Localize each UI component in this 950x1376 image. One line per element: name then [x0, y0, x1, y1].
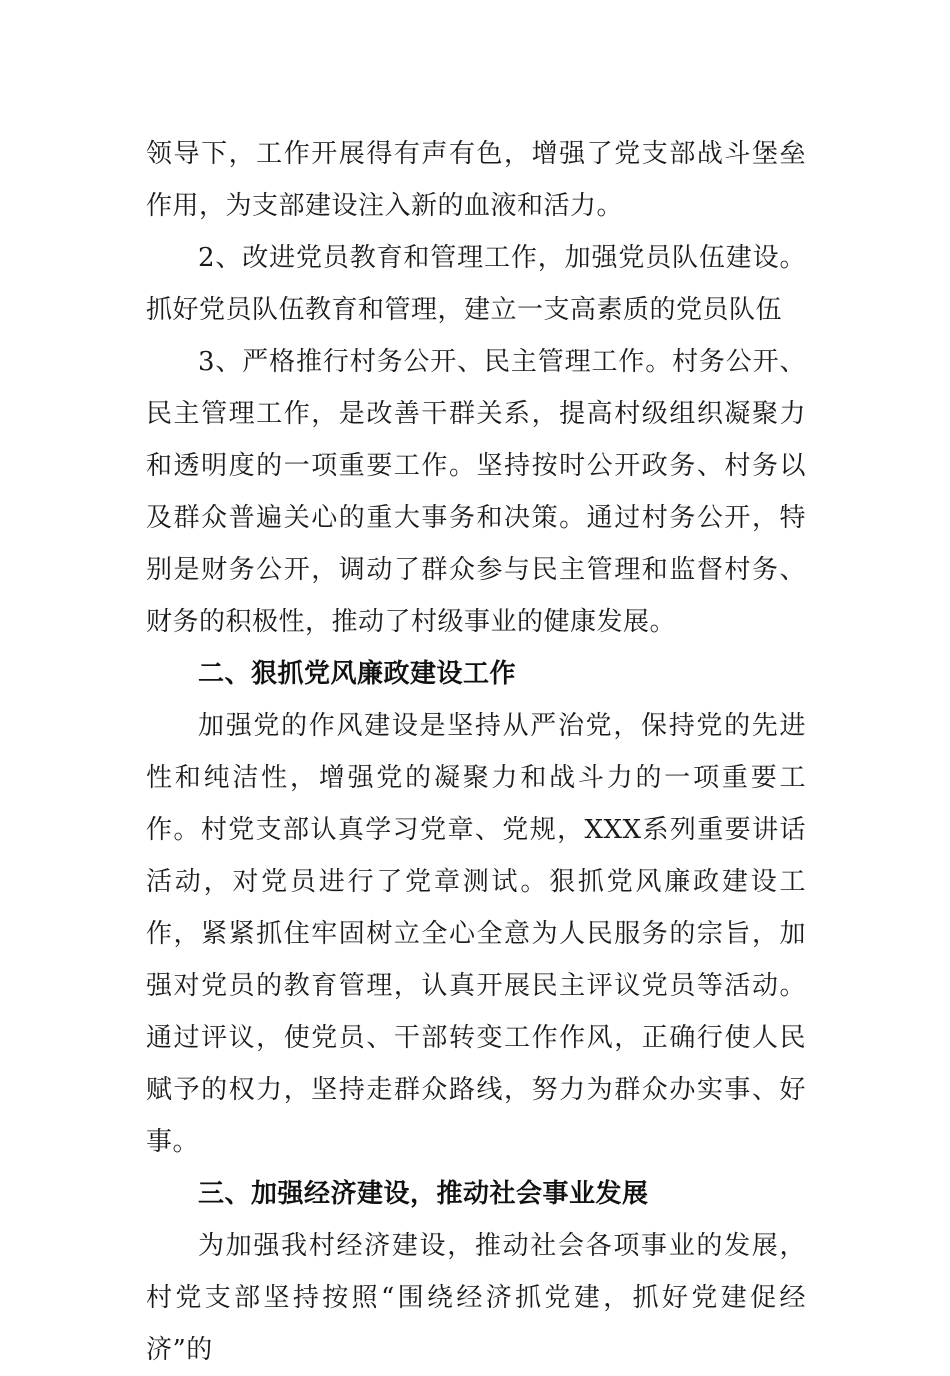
- paragraph-item-2: 2、改进党员教育和管理工作，加强党员队伍建设。抓好党员队伍教育和管理，建立一支高素质的党员队伍: [146, 243, 806, 325]
- section-heading-3: 三、加强经济建设，推动社会事业发展: [198, 1179, 649, 1209]
- section-heading-2: 二、狠抓党风廉政建设工作: [198, 659, 517, 689]
- paragraph-section-3-body: 为加强我村经济建设，推动社会各项事业的发展，村党支部坚持按照“围绕经济抓党建，抓好党建促经济”的: [146, 1231, 806, 1365]
- paragraph-continuation: 领导下，工作开展得有声有色，增强了党支部战斗堡垒作用，为支部建设注入新的血液和活力。: [146, 139, 806, 221]
- paragraph-section-2-body: 加强党的作风建设是坚持从严治党，保持党的先进性和纯洁性，增强党的凝聚力和战斗力的一项重要工作。村党支部认真学习党章、党规，XXX系列重要讲话活动，对党员进行了党章测试。狠抓党风廉政建设工作，紧紧抓住牢固树立全心全意为人民服务的宗旨，加强对党员的教育管理，认真开展民主评议党员等活动。通过评议，使党员、干部转变工作作风，正确行使人民赋予的权力，坚持走群众路线，努力为群众办实事、好事。: [146, 711, 806, 1157]
- paragraph-item-3: 3、严格推行村务公开、民主管理工作。村务公开、民主管理工作，是改善干群关系，提高村级组织凝聚力和透明度的一项重要工作。坚持按时公开政务、村务以及群众普遍关心的重大事务和决策。通过村务公开，特别是财务公开，调动了群众参与民主管理和监督村务、财务的积极性，推动了村级事业的健康发展。: [146, 347, 806, 637]
- document-body: [146, 128, 806, 1376]
